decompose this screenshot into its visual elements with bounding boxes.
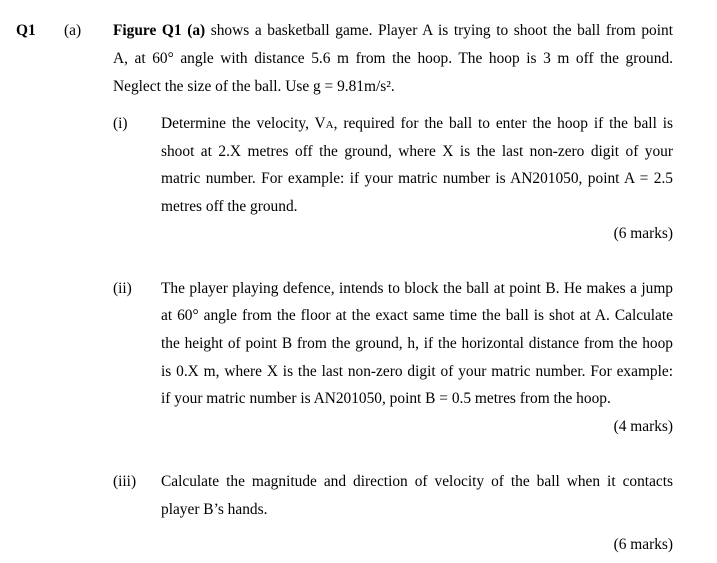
- question-label: Q1: [16, 22, 36, 39]
- sub-ii-marks: (4 marks): [613, 418, 673, 435]
- sub-iii-line-1: Calculate the magnitude and direction of velocity of the ball when it contacts: [161, 473, 673, 490]
- sub-i-line-2: shoot at 2.X metres off the ground, where X is the last non-zero digit of your: [161, 143, 673, 160]
- intro-line-3: Neglect the size of the ball. Use g = 9.81m/s².: [113, 78, 395, 95]
- sub-iii-line-2: player B’s hands.: [161, 501, 268, 518]
- sub-i-line-1: Determine the velocity, VA, required for the ball to enter the hoop if the ball is: [161, 115, 674, 132]
- sub-i-line-4: metres off the ground.: [161, 198, 298, 215]
- sub-ii-line-3: the height of point B from the ground, h, if the horizontal distance from the hoop: [161, 335, 673, 352]
- sub-ii-line-5: if your matric number is AN201050, point B = 0.5 metres from the hoop.: [161, 390, 611, 407]
- intro-line-1: Figure Q1 (a) shows a basketball game. Player A is trying to shoot the ball from point: [113, 22, 673, 39]
- figure-reference: Figure Q1 (a): [113, 22, 206, 39]
- sub-ii-line-4: is 0.X m, where X is the last non-zero digit of your matric number. For example:: [161, 363, 673, 380]
- sub-i-marks: (6 marks): [613, 225, 673, 242]
- sub-i-label: (i): [113, 115, 128, 132]
- part-label: (a): [64, 22, 82, 39]
- sub-ii-label: (ii): [113, 280, 132, 297]
- sub-iii-label: (iii): [113, 473, 137, 490]
- sub-iii-marks: (6 marks): [613, 536, 673, 553]
- intro-line-2: A, at 60° angle with distance 5.6 m from the hoop. The hoop is 3 m off the ground.: [113, 50, 673, 67]
- sub-i-line-3: matric number. For example: if your matric number is AN201050, point A = 2.5: [161, 170, 673, 187]
- sub-ii-line-1: The player playing defence, intends to block the ball at point B. He makes a jump: [161, 280, 673, 297]
- sub-i-subscript: A: [325, 119, 334, 131]
- sub-ii-line-2: at 60° angle from the floor at the exact same time the ball is shot at A. Calculate: [161, 307, 673, 324]
